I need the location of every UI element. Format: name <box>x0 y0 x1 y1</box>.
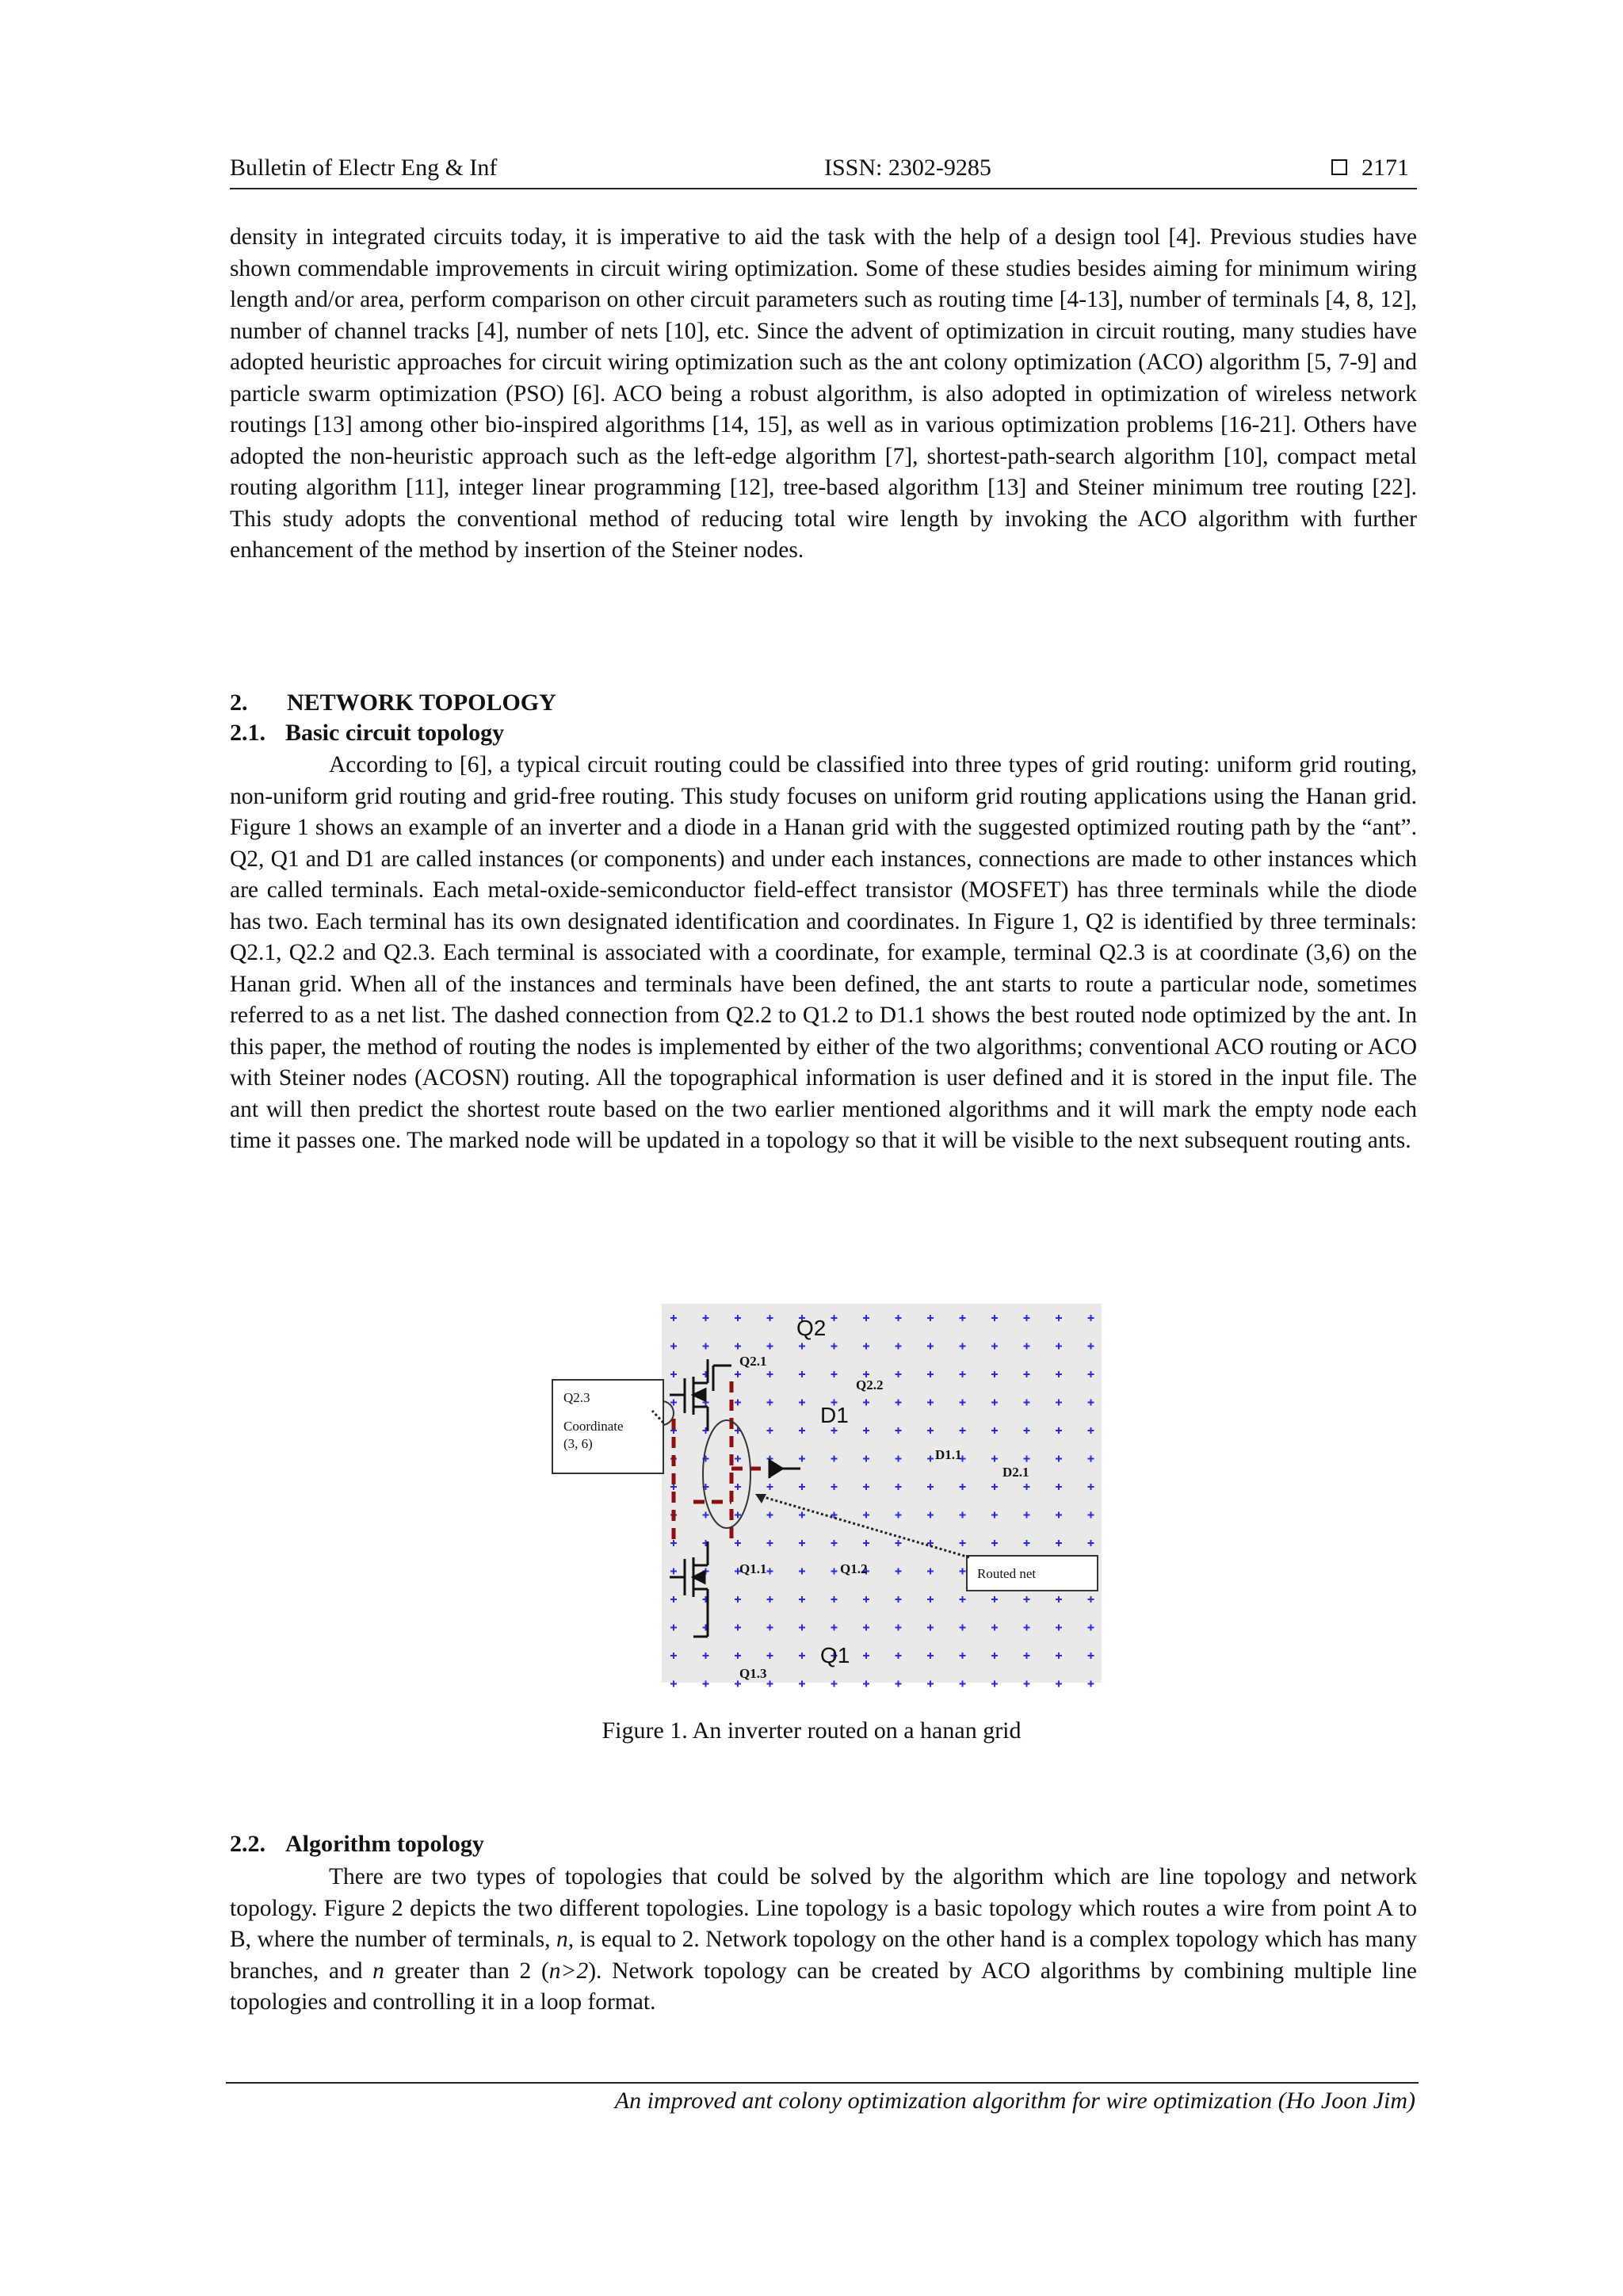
terminal-label-q2-1: Q2.1 <box>739 1354 767 1369</box>
subsection-heading-2-1 <box>230 720 504 747</box>
terminal-label-q1-3: Q1.3 <box>739 1666 767 1681</box>
section-heading-2 <box>230 690 556 716</box>
callout-q2-3-title: Q2.3 <box>563 1390 590 1405</box>
basic-topology-paragraph: According to [6], a typical circuit routing could be classified into three types of grid routing: uniform grid routing, non-uniform grid routing and grid-free routing. This study focuses on uniform grid routing applications using the Hanan grid. Figure 1 shows an example of an inverter and a diode in a Hanan grid with the suggested optimized routing path by the “ant”. Q2, Q1 and D1 are called instances (or components) and under each instances, connections are made to other instances which are called terminals. Each metal-oxide-semiconductor field-effect transistor (MOSFET) has three terminals while the diode has two. Each terminal has its own designated identification and coordinates. In Figure 1, Q2 is identified by three terminals: Q2.1, Q2.2 and Q2.3. Each terminal is associated with a coordinate, for example, terminal Q2.3 is at coordinate (3,6) on the Hanan grid. When all of the instances and terminals have been defined, the ant starts to route a particular node, sometimes referred to as a net list. The dashed connection from Q2.2 to Q1.2 to D1.1 shows the best routed node optimized by the ant. In this paper, the method of routing the nodes is implemented by either of the two algorithms; conventional ACO routing or ACO with Steiner nodes (ACOSN) routing. All the topographical information is user defined and it is stored in the input file. The ant will then predict the shortest route based on the two earlier mentioned algorithms and it will mark the empty node each time it passes one. The marked node will be updated in a topology so that it will be visible to the next subsequent routing ants. <box>230 752 1417 1153</box>
text-run: , is equal to 2. Network topology on the other hand is a complex topology which has many branches, and <box>230 1927 1417 1984</box>
terminal-label-q1-2: Q1.2 <box>840 1561 868 1576</box>
text-run: There are two types of topologies that could be solved by the algorithm which are line topology and network topology. Figure 2 depicts the two different topologies. Line topology is a basic topology which routes a wire from point A to B, where the number of terminals, <box>230 1864 1417 1952</box>
subsection-number: 2.2. <box>230 1831 265 1857</box>
text-run: greater than 2 ( <box>384 1958 549 1984</box>
section-number: 2. <box>230 690 248 716</box>
instance-label-q1: Q1 <box>820 1643 850 1668</box>
terminal-label-q1-1: Q1.1 <box>739 1561 767 1576</box>
instance-label-q2: Q2 <box>796 1316 827 1340</box>
callout-q2-3-line2: (3, 6) <box>563 1436 593 1451</box>
running-header <box>230 153 1417 189</box>
terminal-label-d1-1: D1.1 <box>935 1447 962 1462</box>
subsection-heading-2-2 <box>230 1831 484 1858</box>
terminal-label-q2-2: Q2.2 <box>856 1377 884 1392</box>
checkbox-square-icon <box>1331 159 1347 175</box>
callout-routed-net-label: Routed net <box>977 1566 1037 1581</box>
subsection-number: 2.1. <box>230 720 265 746</box>
subsection-title: Algorithm topology <box>285 1831 484 1857</box>
math-n: n <box>372 1958 384 1984</box>
running-footer: An improved ant colony optimization algorithm for wire optimization (Ho Joon Jim) <box>614 2088 1415 2114</box>
figure-1-caption: Figure 1. An inverter routed on a hanan grid <box>601 1717 1022 1744</box>
math-n-gt-2: n>2 <box>548 1958 589 1984</box>
instance-label-d1: D1 <box>820 1403 849 1427</box>
journal-name: Bulletin of Electr Eng & Inf <box>230 155 498 181</box>
math-n: n <box>556 1927 568 1952</box>
text-run: ). Network topology can be created by ACO algorithms by combining multiple line topologies and controlling it in a loop format. <box>230 1958 1417 2015</box>
algorithm-topology-paragraph <box>230 1862 1417 2019</box>
section-title: NETWORK TOPOLOGY <box>287 690 556 716</box>
callout-q2-3-line1: Coordinate <box>563 1419 624 1434</box>
intro-paragraph: density in integrated circuits today, it is imperative to aid the task with the help of a design tool [4]. Previous studies have shown commendable improvements in circuit wiring optimization. Some of these studies besides aiming for minimum wiring length and/or area, perform comparison on other circuit parameters such as routing time [4-13], number of terminals [4, 8, 12], number of channel tracks [4], number of nets [10], etc. Since the advent of optimization in circuit routing, many studies have adopted heuristic approaches for circuit wiring optimization such as the ant colony optimization (ACO) algorithm [5, 7-9] and particle swarm optimization (PSO) [6]. ACO being a robust algorithm, is also adopted in optimization of wireless network routings [13] among other bio-inspired algorithms [14, 15], as well as in various optimization problems [16-21]. Others have adopted the non-heuristic approach such as the left-edge algorithm [7], shortest-path-search algorithm [10], compact metal routing algorithm [11], integer linear programming [12], tree-based algorithm [13] and Steiner minimum tree routing [22]. This study adopts the conventional method of reducing total wire length by invoking the ACO algorithm with further enhancement of the method by insertion of the Steiner nodes. <box>230 224 1417 563</box>
figure-1 <box>551 1304 1106 1692</box>
grid-background <box>662 1304 1102 1683</box>
issn: ISSN: 2302-9285 <box>824 155 991 181</box>
subsection-title: Basic circuit topology <box>285 720 505 746</box>
footer-rule <box>226 2082 1419 2084</box>
hanan-grid-figure <box>551 1304 1106 1692</box>
page-number: 2171 <box>1361 155 1409 181</box>
terminal-label-d2-1: D2.1 <box>1002 1465 1029 1480</box>
